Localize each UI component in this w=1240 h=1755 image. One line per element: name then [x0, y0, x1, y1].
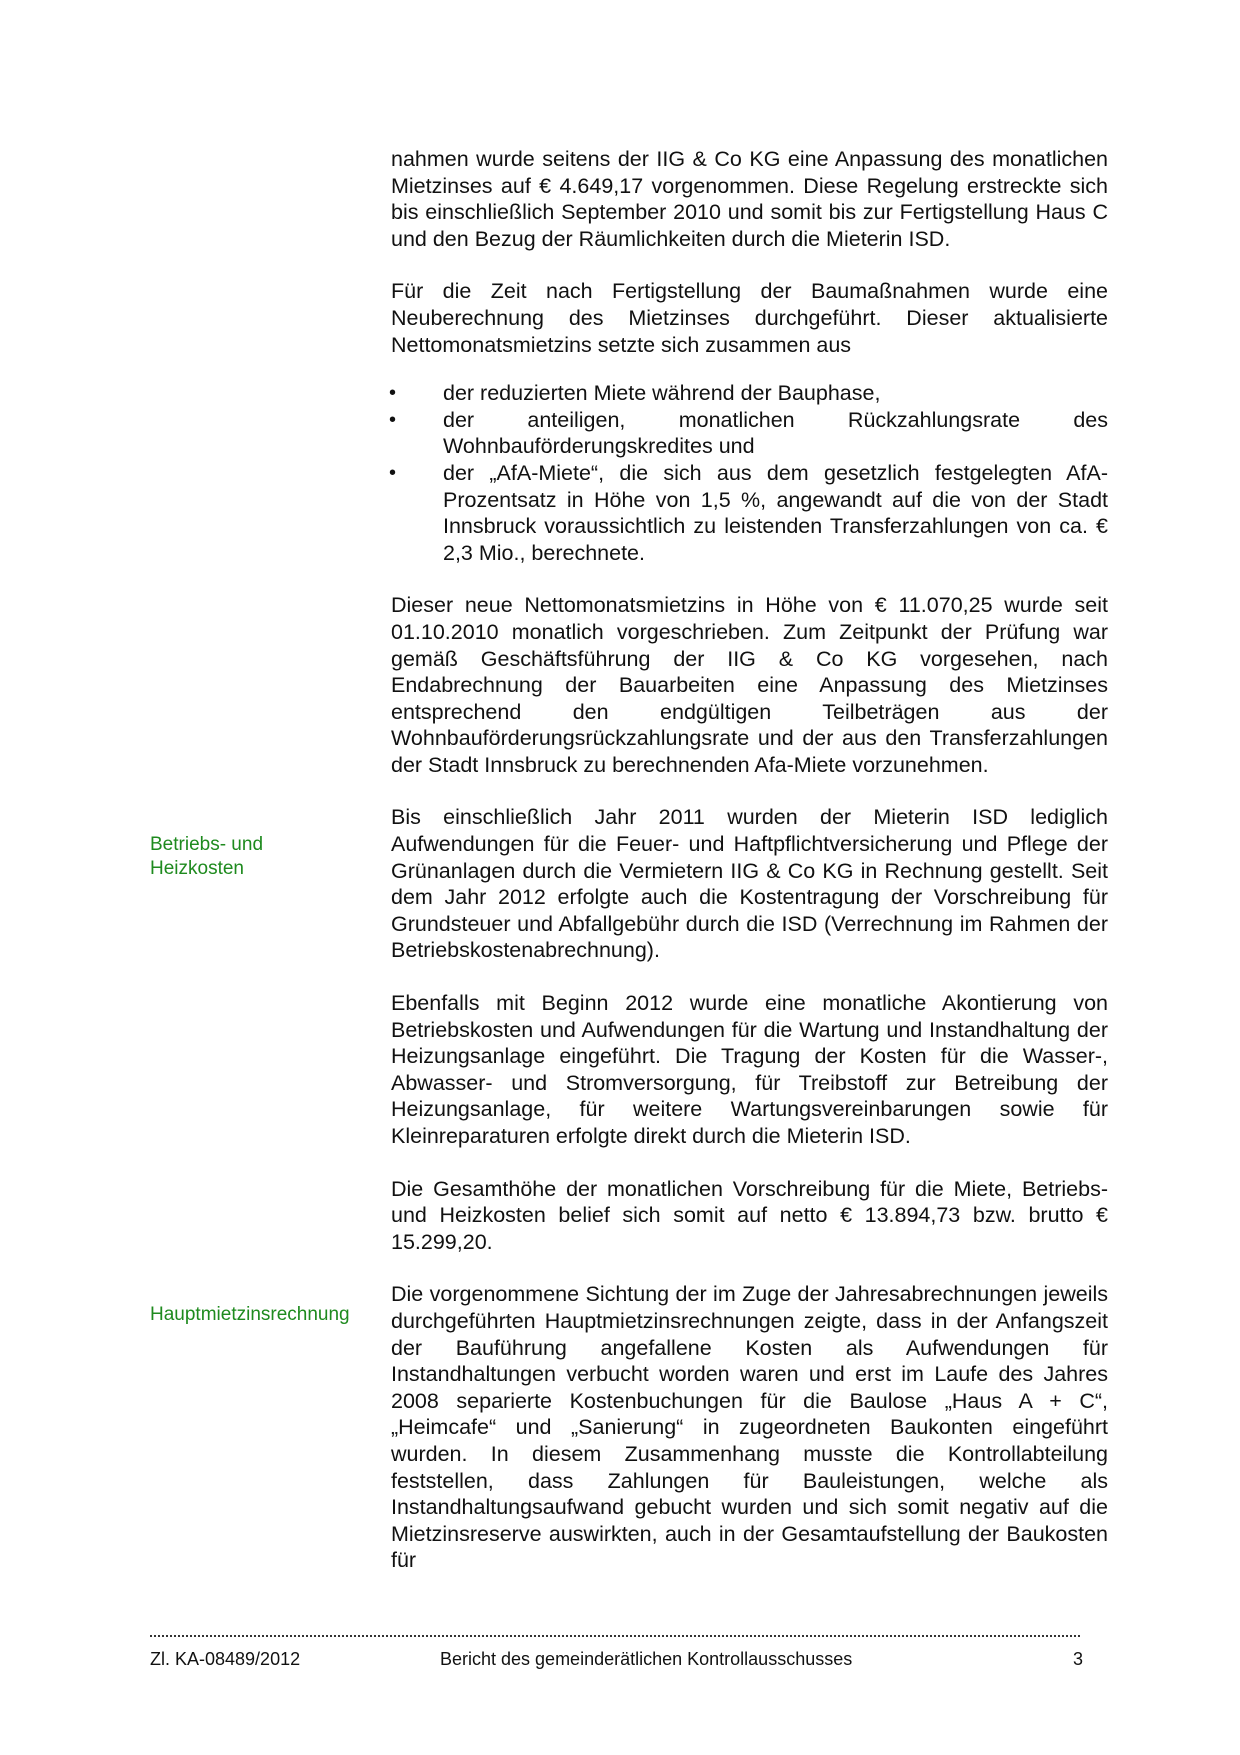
paragraph-aufwendungen-2011: Bis einschließlich Jahr 2011 wurden der Mieterin ISD lediglich Aufwendungen für die Feuer- und Haftpflichtversicherung und Pflege der Grünanlagen durch die Vermietern IIG & Co KG in Rechnung gestellt. Seit dem Jahr 2012 erfolgte auch die Kostentragung der Vorschreibung für Grundsteuer und Abfallgebühr durch die ISD (Verrechnung im Rahmen der Betriebskostenabrechnung).	[391, 805, 1108, 963]
bullet-icon: •	[389, 408, 397, 431]
list-item-text: der reduzierten Miete während der Bauphase,	[443, 381, 881, 406]
list-item-text: der anteiligen, monatlichen Rückzahlungsrate des Wohnbauförderungskredites und	[443, 407, 1108, 459]
paragraph-hauptmietzinsrechnung: Die vorgenommene Sichtung der im Zuge der Jahresabrechnungen jeweils durchgeführten Hauptmietzinsrechnungen zeigte, dass in der Anfangszeit der Bauführung angefallene Kosten als Aufwendungen für Instandhaltungen verbucht worden waren und erst im Laufe des Jahres 2008 separierte Kostenbuchungen für die Baulose „Haus A + C“, „Heimcafe“ und „Sanierung“ in zugeordneten Baukonten eingeführt wurden. In diesem Zusammenhang musste die Kontrollabteilung feststellen, dass Zahlungen für Bauleistungen, welche als Instandhaltungsaufwand gebucht wurden und sich somit negativ auf die Mietzinsreserve auswirkten, auch in der Gesamtaufstellung der Baukosten für	[391, 1282, 1108, 1573]
list-item-text: der „AfA-Miete“, die sich aus dem gesetzlich festgelegten AfA-Prozentsatz in Höhe von 1,5 %, angewandt auf die von der Stadt Innsbruck voraussichtlich zu leistenden Transferzahlungen von ca. € 2,3 Mio., berechnete.	[443, 460, 1108, 565]
paragraph-neuberechnung: Für die Zeit nach Fertigstellung der Baumaßnahmen wurde eine Neuberechnung des Mietzinses durchgeführt. Dieser aktualisierte Nettomonatsmietzins setzte sich zusammen aus	[391, 279, 1108, 357]
footer-title: Bericht des gemeinderätlichen Kontrollausschusses	[440, 1649, 853, 1669]
paragraph-gesamthoehe: Die Gesamthöhe der monatlichen Vorschreibung für die Miete, Betriebs- und Heizkosten belief sich somit auf netto € 13.894,73 bzw. brutto € 15.299,20.	[391, 1176, 1108, 1254]
main-text-column	[391, 146, 1108, 1600]
list-item	[391, 407, 1108, 460]
bullet-list-mietzins-bestandteile	[391, 380, 1108, 566]
page-number: 3	[1073, 1649, 1084, 1669]
list-item	[391, 460, 1108, 566]
margin-note-hauptmietzins: Hauptmietzinsrechnung	[150, 1304, 350, 1325]
bullet-icon: •	[389, 382, 397, 405]
margin-note-betriebskosten: Betriebs- und Heizkosten	[150, 834, 264, 879]
paragraph-nettomonatsmietzins: Dieser neue Nettomonatsmietzins in Höhe von € 11.070,25 wurde seit 01.10.2010 monatlich vorgeschrieben. Zum Zeitpunkt der Prüfung war gemäß Geschäftsführung der IIG & Co KG vorgesehen, nach Endabrechnung der Bauarbeiten eine Anpassung des Mietzinses entsprechend den endgültigen Teilbeträgen aus der Wohnbauförderungsrückzahlungsrate und der aus den Transferzahlungen der Stadt Innsbruck zu berechnenden Afa-Miete vorzunehmen.	[391, 593, 1108, 777]
list-item	[391, 380, 1108, 407]
footer-reference: Zl. KA-08489/2012	[150, 1649, 301, 1669]
paragraph-akontierung-2012: Ebenfalls mit Beginn 2012 wurde eine monatliche Akontierung von Betriebskosten und Aufwendungen für die Wartung und Instandhaltung der Heizungsanlage eingeführt. Die Tragung der Kosten für die Wasser-, Abwasser- und Stromversorgung, für Treibstoff zur Betreibung der Heizungsanlage, für weitere Wartungsvereinbarungen sowie für Kleinreparaturen erfolgte direkt durch die Mieterin ISD.	[391, 991, 1108, 1148]
paragraph-mietzins-anpassung: nahmen wurde seitens der IIG & Co KG eine Anpassung des monatlichen Mietzinses auf € 4.649,17 vorgenommen. Diese Regelung erstreckte sich bis einschließlich September 2010 und somit bis zur Fertigstellung Haus C und den Bezug der Räumlichkeiten durch die Mieterin ISD.	[391, 147, 1108, 251]
bullet-icon: •	[389, 461, 397, 484]
footer-divider	[150, 1625, 1080, 1637]
